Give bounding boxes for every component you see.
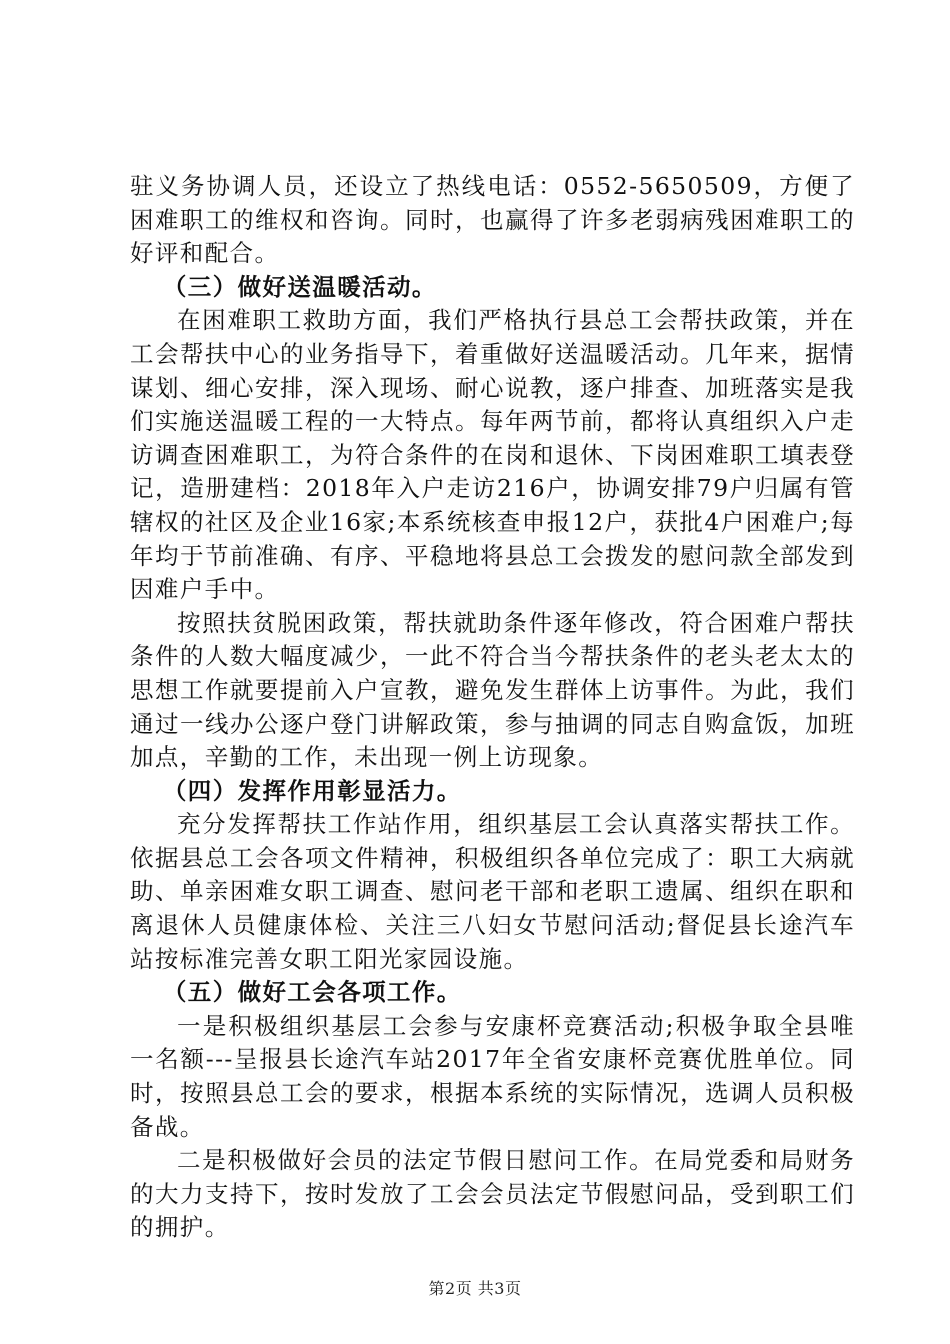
paragraph-ankang-cup: 一是积极组织基层工会参与安康杯竞赛活动;积极争取全县唯一名额---呈报县长途汽车站2017年全省安康杯竞赛优胜单位。同时，按照县总工会的要求，根据本系统的实际情况，选调人员积极备战。 bbox=[130, 1011, 855, 1141]
paragraph-station: 充分发挥帮扶工作站作用，组织基层工会认真落实帮扶工作。依据县总工会各项文件精神，积极组织各单位完成了：职工大病就助、单亲困难女职工调查、慰问老干部和老职工遗属、组织在职和离退休人员健康体检、关注三八妇女节慰问活动;督促县长途汽车站按标准完善女职工阳光家园设施。 bbox=[130, 810, 855, 973]
paragraph-continuation: 驻义务协调人员，还设立了热线电话：0552-5650509，方便了困难职工的维权和咨询。同时，也赢得了许多老弱病残困难职工的好评和配合。 bbox=[130, 172, 855, 268]
document-body bbox=[130, 170, 855, 1245]
page-footer: 第2页 共3页 bbox=[428, 1279, 522, 1298]
section-heading-3: （三）做好送温暖活动。 bbox=[162, 272, 437, 301]
paragraph-relief: 在困难职工救助方面，我们严格执行县总工会帮扶政策，并在工会帮扶中心的业务指导下，着重做好送温暖活动。几年来，据情谋划、细心安排，深入现场、耐心说教，逐户排查、加班落实是我们实施送温暖工程的一大特点。每年两节前，都将认真组织入户走访调查困难职工，为符合条件的在岗和退休、下岗困难职工填表登记，造册建档：2018年入户走访216户，协调安排79户归属有管辖权的社区及企业16家;本系统核查申报12户，获批4户困难户;每年均于节前准确、有序、平稳地将县总工会拨发的慰问款全部发到因难户手中。 bbox=[130, 306, 855, 604]
paragraph-holiday: 二是积极做好会员的法定节假日慰问工作。在局党委和局财务的大力支持下，按时发放了工会会员法定节假慰问品，受到职工们的拥护。 bbox=[130, 1146, 855, 1242]
section-heading-4: （四）发挥作用彰显活力。 bbox=[162, 776, 462, 805]
section-heading-5: （五）做好工会各项工作。 bbox=[162, 978, 462, 1007]
paragraph-policy: 按照扶贫脱困政策，帮扶就助条件逐年修改，符合困难户帮扶条件的人数大幅度减少，一此不符合当今帮扶条件的老头老太太的思想工作就要提前入户宣教，避免发生群体上访事件。为此，我们通过一线办公逐户登门讲解政策，参与抽调的同志自购盒饭，加班加点，辛勤的工作，未出现一例上访现象。 bbox=[130, 608, 855, 772]
